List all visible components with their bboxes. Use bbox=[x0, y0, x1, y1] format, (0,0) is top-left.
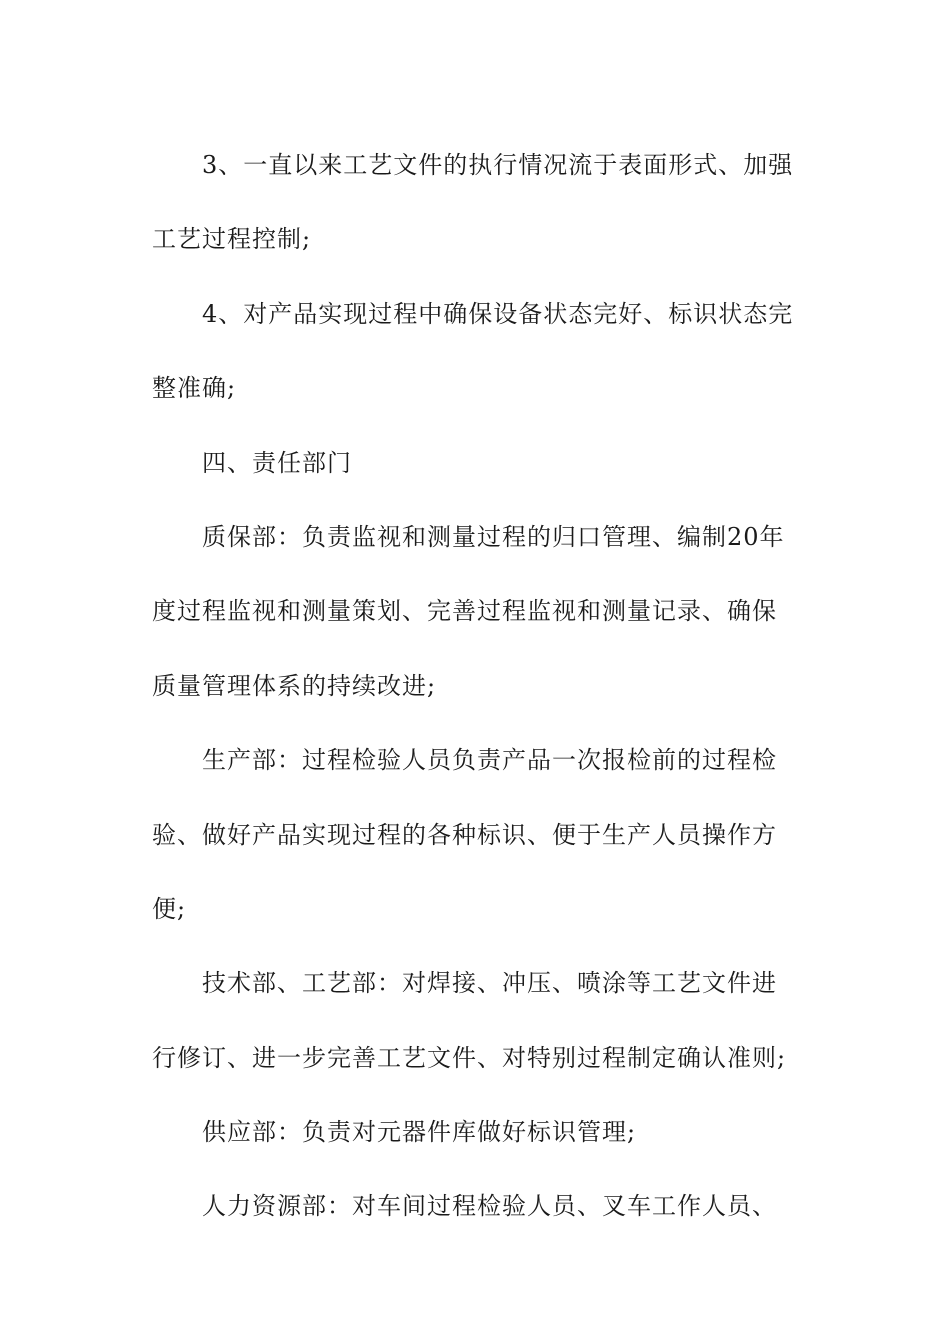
paragraph-3-line-1: 3、一直以来工艺文件的执行情况流于表面形式、加强 bbox=[202, 151, 794, 179]
paragraph-4-line-1: 4、对产品实现过程中确保设备状态完好、标识状态完 bbox=[202, 299, 794, 328]
tech-dept-line-2: 行修订、进一步完善工艺文件、对特别过程制定确认准则; bbox=[152, 1043, 787, 1072]
quality-dept-line-3: 质量管理体系的持续改进; bbox=[152, 671, 437, 700]
document-body bbox=[152, 128, 802, 1244]
supply-dept-line: 供应部：负责对元器件库做好标识管理; bbox=[202, 1118, 637, 1147]
quality-dept-line-1: 质保部：负责监视和测量过程的归口管理、编制20年 bbox=[202, 522, 785, 551]
section-heading: 四、责任部门 bbox=[202, 448, 352, 477]
production-dept-line-1: 生产部：过程检验人员负责产品一次报检前的过程检 bbox=[202, 746, 777, 775]
production-dept-line-2: 验、做好产品实现过程的各种标识、便于生产人员操作方 bbox=[152, 820, 777, 849]
paragraph-3-line-2: 工艺过程控制; bbox=[152, 225, 312, 254]
quality-dept-line-2: 度过程监视和测量策划、完善过程监视和测量记录、确保 bbox=[152, 597, 777, 626]
tech-dept-line-1: 技术部、工艺部：对焊接、冲压、喷涂等工艺文件进 bbox=[202, 969, 777, 998]
paragraph-4-line-2: 整准确; bbox=[152, 374, 237, 403]
production-dept-line-3: 便; bbox=[152, 894, 187, 923]
hr-dept-line-1: 人力资源部：对车间过程检验人员、叉车工作人员、 bbox=[202, 1192, 777, 1221]
